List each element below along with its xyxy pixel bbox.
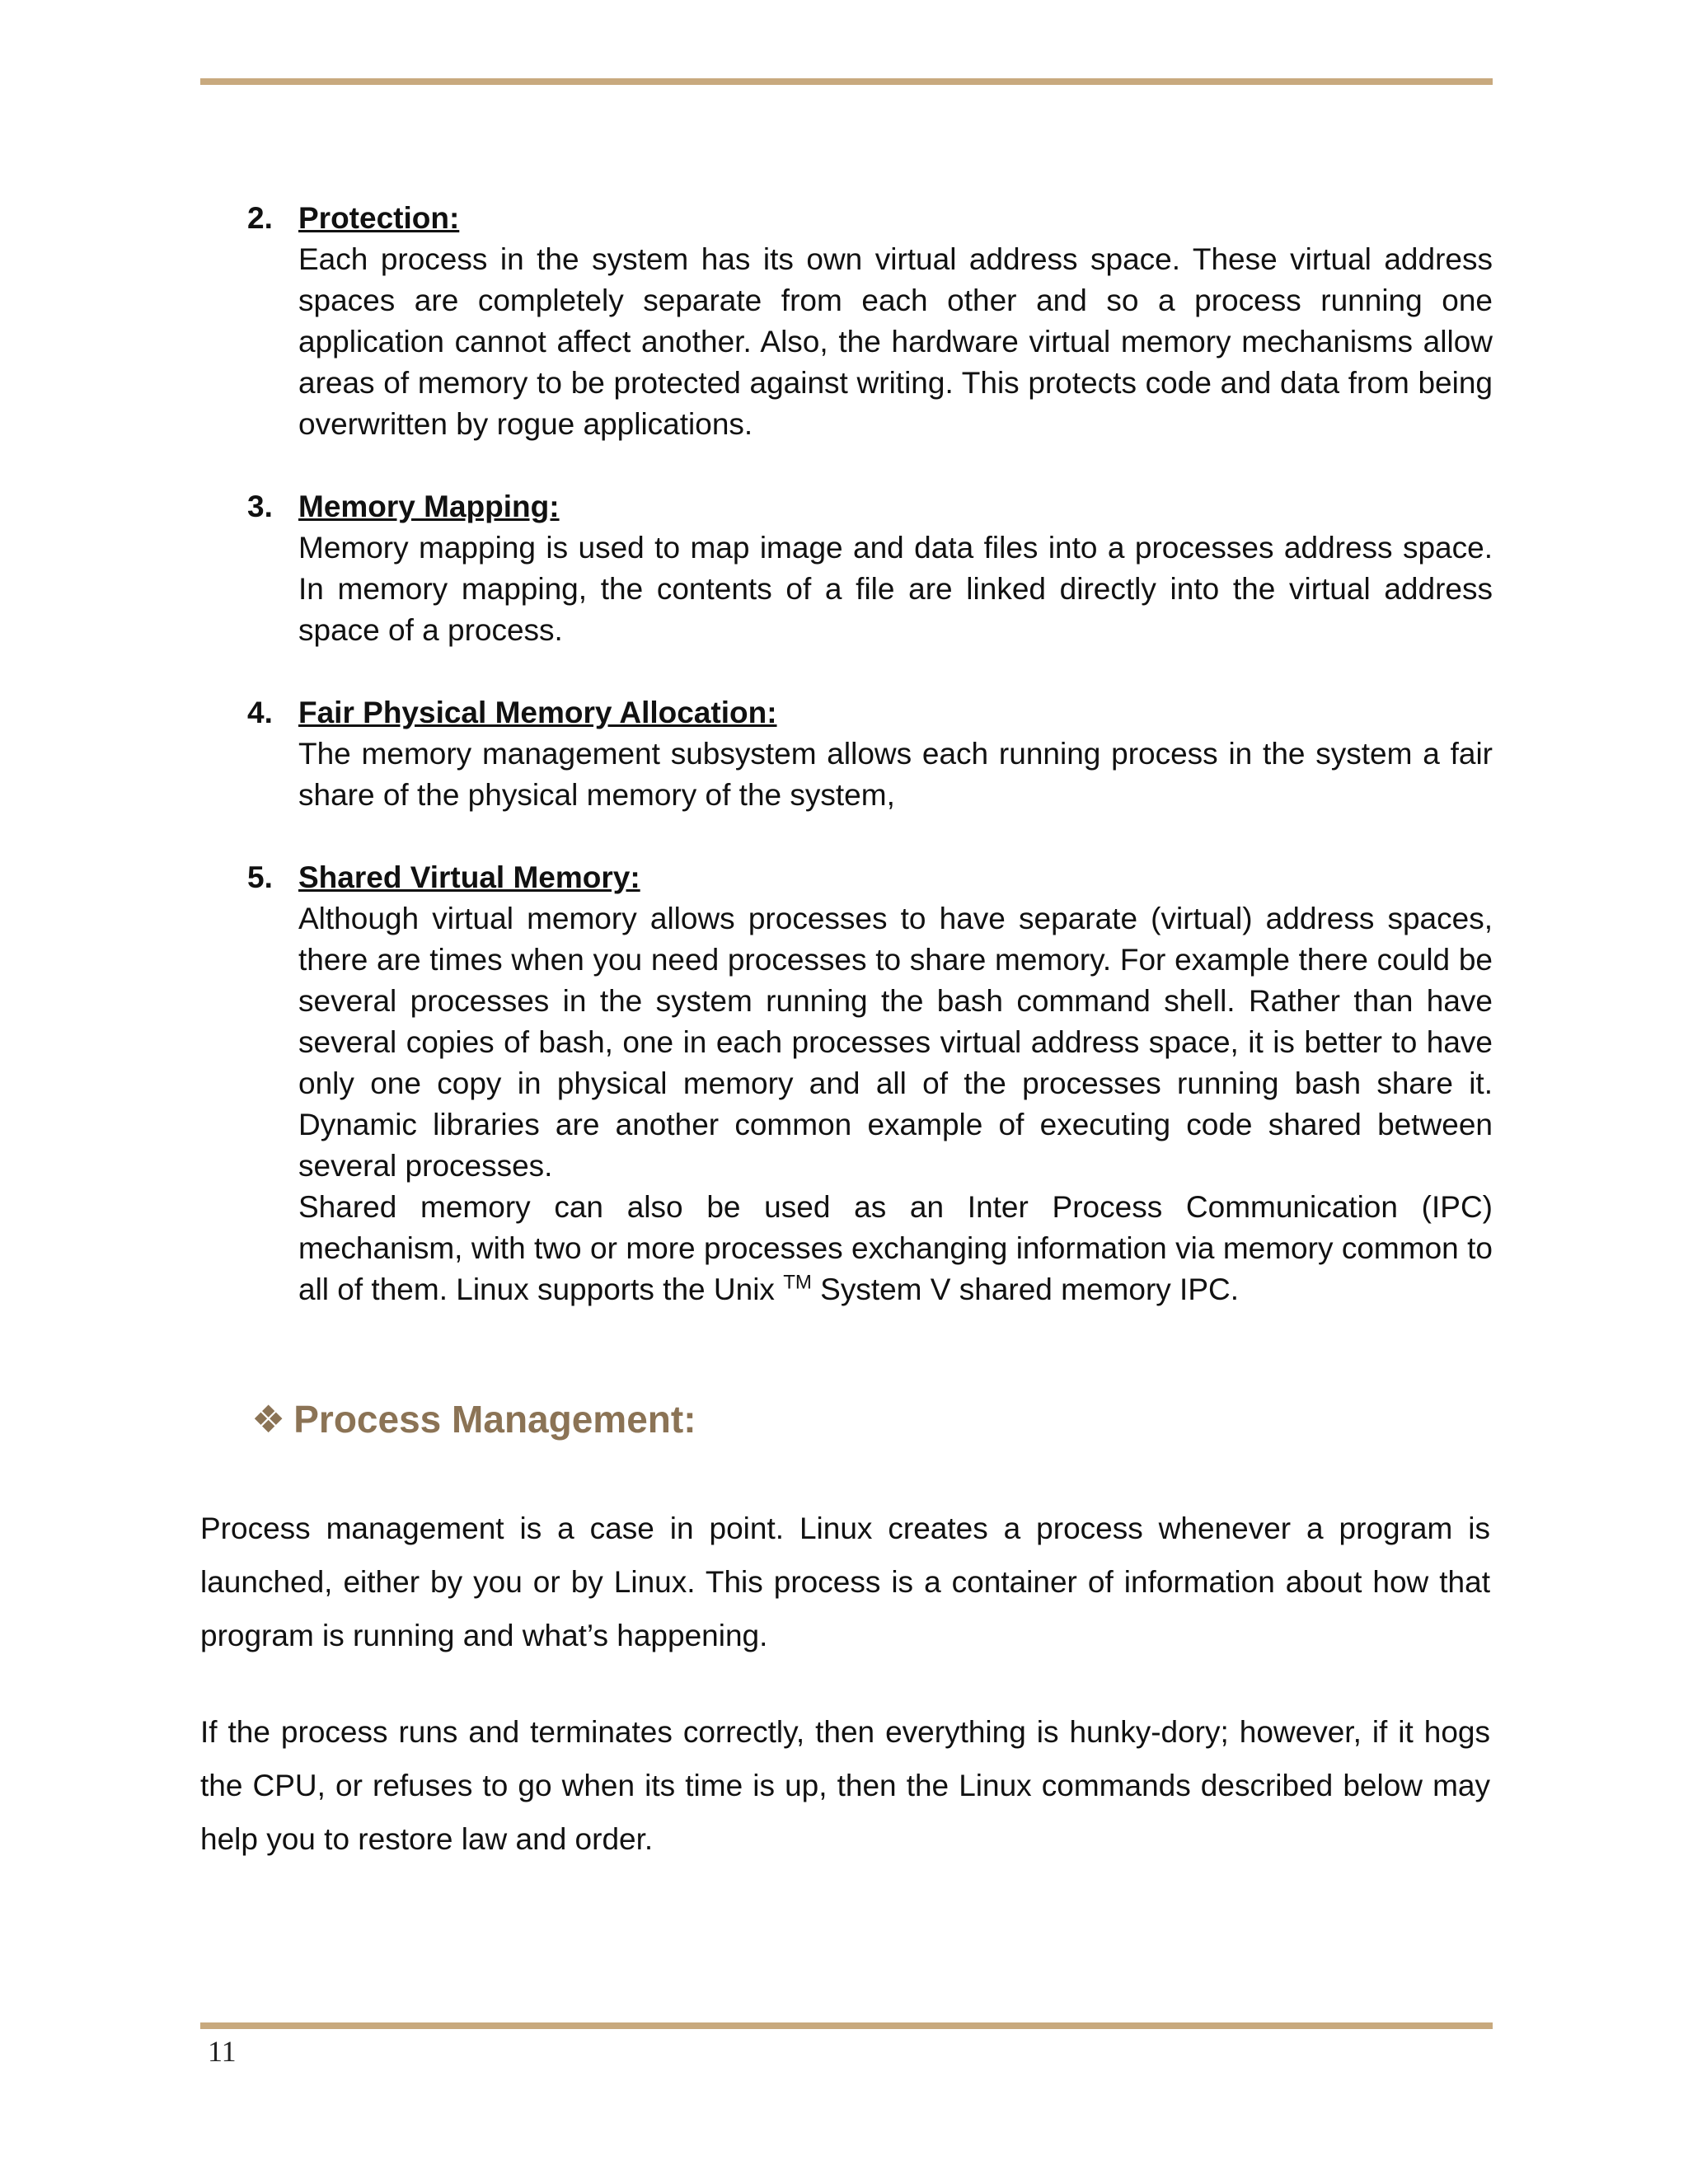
- diamond-bullet-icon: ❖: [251, 1398, 286, 1441]
- item-title: Protection:: [298, 201, 460, 235]
- item-title: Memory Mapping:: [298, 490, 560, 523]
- numbered-list: [244, 198, 1493, 1352]
- ipc-text-before: Shared memory can also be used as an Inter Process Communication (IPC) mechanism, with two or more processes exchanging information via memory common to all of them. Linux supports the Unix: [298, 1190, 1493, 1306]
- item-paragraph: Memory mapping is used to map image and data files into a processes address space. In memory mapping, the contents of a file are linked directly into the virtual address space of a process.: [298, 531, 1493, 647]
- footer-rule: [200, 2022, 1493, 2029]
- ipc-text-after: System V shared memory IPC.: [811, 1272, 1240, 1306]
- item-number: 5.: [247, 860, 273, 894]
- item-paragraph: Although virtual memory allows processes to have separate (virtual) address spaces, there are times when you need processes to share memory. For example there could be several processes in the system running the bash command shell. Rather than have several copies of bash, one in each processes virtual address space, it is better to have only one copy in physical memory and all of the processes running bash share it. Dynamic libraries are another common example of executing code shared between several processes.: [298, 902, 1493, 1183]
- list-item-shared-virtual-memory: [244, 857, 1493, 1310]
- item-paragraph: Each process in the system has its own virtual address space. These virtual address spaces are completely separate from each other and so a process running one application cannot affect another. Also, the hardware virtual memory mechanisms allow areas of memory to be protected against writing. This protects code and data from being overwritten by rogue applications.: [298, 242, 1493, 441]
- item-number: 2.: [247, 201, 273, 235]
- trademark-superscript: TM: [783, 1271, 812, 1294]
- list-item-fair-allocation: [244, 692, 1493, 816]
- body-paragraph-2: If the process runs and terminates correctly, then everything is hunky-dory; however, if it hogs the CPU, or refuses to go when its time is up, then the Linux commands described below may help you to restore law and order.: [200, 1715, 1490, 1856]
- item-number: 4.: [247, 696, 273, 729]
- body-paragraph-1: Process management is a case in point. Linux creates a process whenever a program is launched, either by you or by Linux. This process is a container of information about how that program is running and what’s happening.: [200, 1511, 1490, 1652]
- item-paragraph: The memory management subsystem allows each running process in the system a fair share of the physical memory of the system,: [298, 737, 1493, 812]
- item-number: 3.: [247, 490, 273, 523]
- item-paragraph-ipc: [298, 1187, 1493, 1310]
- item-title: Fair Physical Memory Allocation:: [298, 696, 777, 729]
- list-item-memory-mapping: [244, 486, 1493, 651]
- header-rule: [200, 78, 1493, 85]
- section-heading-text: Process Management:: [293, 1398, 696, 1441]
- item-title: Shared Virtual Memory:: [298, 860, 640, 894]
- section-heading: [251, 1394, 696, 1444]
- page-number: 11: [208, 2035, 237, 2068]
- list-item-protection: [244, 198, 1493, 445]
